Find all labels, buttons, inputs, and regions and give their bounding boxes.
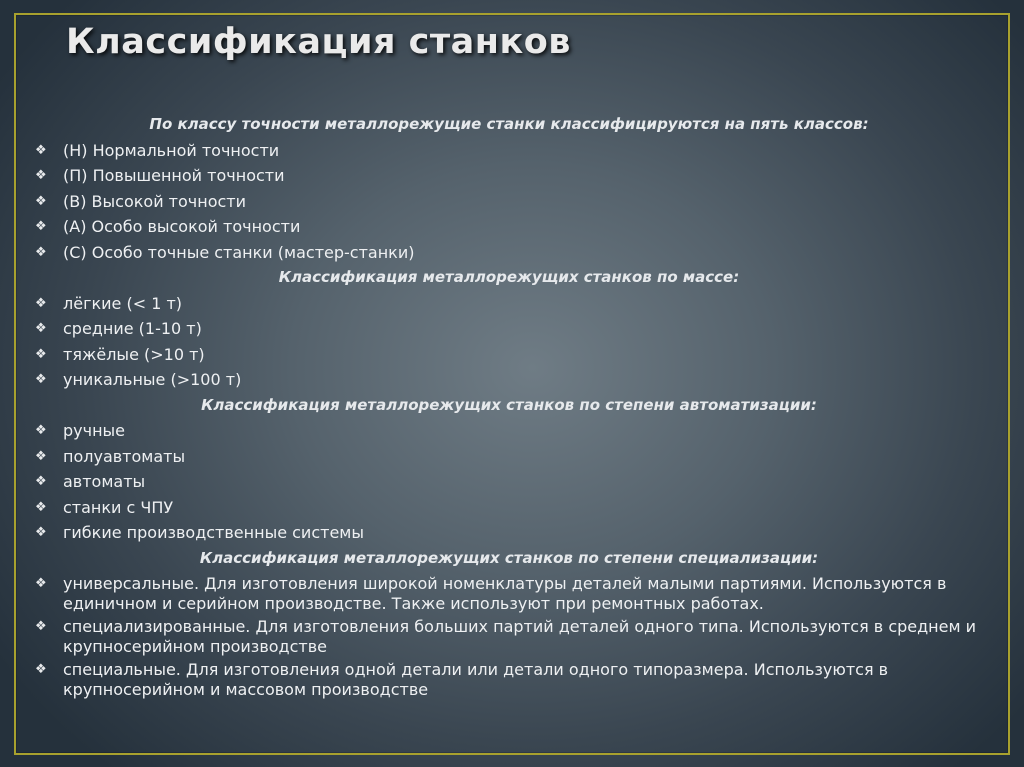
four-diamond-bullet-icon: ❖ xyxy=(35,244,47,260)
list-item: ❖ (С) Особо точные станки (мастер-станки) xyxy=(34,240,984,266)
four-diamond-bullet-icon: ❖ xyxy=(35,168,47,183)
four-diamond-bullet-icon: ❖ xyxy=(35,372,47,387)
list-item: ❖ (А) Особо высокой точности xyxy=(34,214,984,240)
four-diamond-bullet-icon: ❖ xyxy=(35,295,47,311)
section-heading-specialization: Классификация металлорежущих станков по степени специализации: xyxy=(199,548,819,567)
slide-content xyxy=(34,112,984,703)
section-heading-mass: Классификация металлорежущих станков по массе: xyxy=(278,268,740,286)
four-diamond-bullet-icon: ❖ xyxy=(35,142,47,158)
four-diamond-bullet-icon: ❖ xyxy=(35,525,47,540)
list-item: ❖ специальные. Для изготовления одной детали или детали одного типоразмера. Используются в крупносерийном и массовом производстве xyxy=(35,660,889,699)
four-diamond-bullet-icon: ❖ xyxy=(35,193,47,209)
list-item: ❖ средние (1-10 т) xyxy=(34,316,984,342)
four-diamond-bullet-icon: ❖ xyxy=(35,619,47,634)
four-diamond-bullet-icon: ❖ xyxy=(35,576,47,591)
section-heading-automation: Классификация металлорежущих станков по степени автоматизации: xyxy=(201,395,817,414)
four-diamond-bullet-icon: ❖ xyxy=(35,499,47,515)
list-item: ❖ полуавтоматы xyxy=(34,444,984,470)
slide-title: Классификация станков xyxy=(66,22,571,62)
four-diamond-bullet-icon: ❖ xyxy=(35,219,47,234)
list-item: ❖ универсальные. Для изготовления широкой номенклатуры деталей малыми партиями. Используются в единичном и серийном производстве. Также используют при ремонтных работах. xyxy=(35,574,947,613)
list-item: ❖ лёгкие (< 1 т) xyxy=(34,291,984,317)
list-item: ❖ ручные xyxy=(34,418,984,444)
list-item: ❖ тяжёлые (>10 т) xyxy=(34,342,984,368)
four-diamond-bullet-icon: ❖ xyxy=(35,448,47,464)
four-diamond-bullet-icon: ❖ xyxy=(35,321,47,336)
four-diamond-bullet-icon: ❖ xyxy=(35,474,47,489)
four-diamond-bullet-icon: ❖ xyxy=(35,423,47,438)
list-item: ❖ (Н) Нормальной точности xyxy=(34,138,984,164)
list-item: ❖ уникальные (>100 т) xyxy=(34,367,984,393)
four-diamond-bullet-icon: ❖ xyxy=(35,346,47,362)
list-item: ❖ гибкие производственные системы xyxy=(34,520,984,546)
list-item: ❖ станки с ЧПУ xyxy=(34,495,984,521)
section-heading-accuracy: По классу точности металлорежущие станки классифицируются на пять классов: xyxy=(149,115,869,133)
four-diamond-bullet-icon: ❖ xyxy=(35,662,47,677)
list-item: ❖ (П) Повышенной точности xyxy=(34,163,984,189)
list-item: ❖ специализированные. Для изготовления больших партий деталей одного типа. Используются в среднем и крупносерийном производстве xyxy=(35,617,977,656)
list-item: ❖ (В) Высокой точности xyxy=(34,189,984,215)
list-item: ❖ автоматы xyxy=(34,469,984,495)
